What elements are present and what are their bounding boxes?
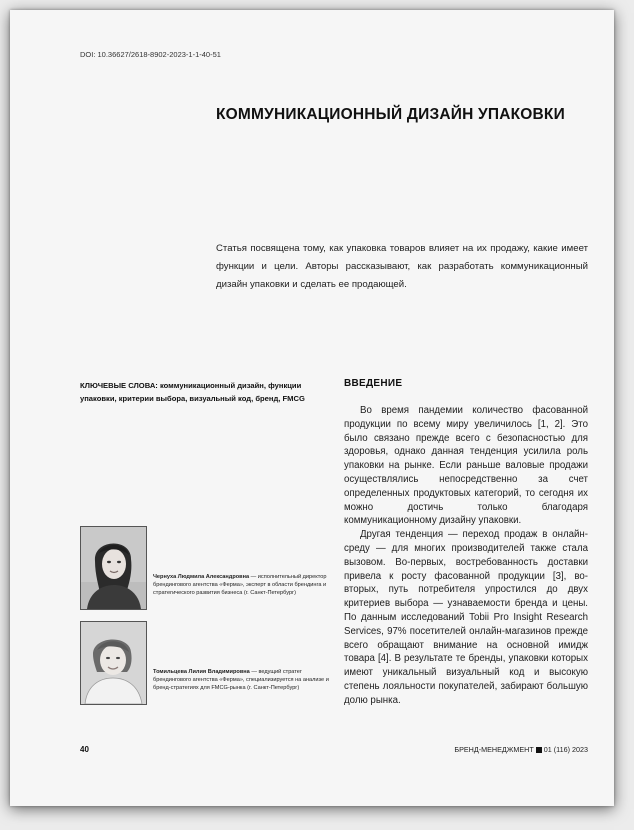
journal-page — [10, 10, 614, 806]
author-name-1: Чернуха Людмила Александровна — [153, 574, 250, 580]
body-text — [344, 404, 588, 708]
square-separator-icon — [536, 747, 542, 753]
article-title: КОММУНИКАЦИОННЫЙ ДИЗАЙН УПАКОВКИ — [216, 106, 565, 123]
author-info-2 — [153, 668, 331, 693]
page-number: 40 — [80, 745, 89, 754]
author-bio-2: — ведущий стратег брендингового агентства «Ферма», специализируется на анализе и бренд-стратегиях для FMCG-рынка (г. Санкт-Петербург) — [153, 669, 329, 692]
author-block-2 — [80, 621, 340, 705]
paragraph-1: Во время пандемии количество фасованной продукции по всему миру увеличилось [1, 2]. Это было связано прежде всего с безопасностью для здоровья, однако данная тенденция усилила роль упаковки на рынке. Если раньше валовые продажи осуществлялись непосредственно за счет определенных продуктовых категорий, то сегодня их можно достичь только благодаря коммуникационному дизайну упаковки. — [344, 405, 588, 527]
section-title: ВВЕДЕНИЕ — [344, 378, 403, 389]
author-photo-1 — [80, 526, 147, 610]
journal-issue: 01 (116) 2023 — [543, 745, 588, 754]
doi-line: DOI: 10.36627/2618-8902-2023-1-1-40-51 — [80, 50, 221, 59]
journal-name: БРЕНД-МЕНЕДЖМЕНТ — [454, 745, 534, 754]
author-photo-2 — [80, 621, 147, 705]
author-info-1 — [153, 573, 331, 598]
paragraph-2: Другая тенденция — переход продаж в онлайн-среду — для многих производителей также стала вызовом. Во-первых, востребованность доставки привела к росту фасованной продукции [3], во-вторых, путь потребителя упростился до двух критериев выбора — узнаваемости бренда и цены. По данным исследований Tobii Pro Insight Research Services, 97% посетителей онлайн-магазинов прежде всего обращают внимание на основной имидж товара [4]. В результате те бренды, упаковки которых имеют уникальный визуальный код и высокую степень лояльности покупателей, забирают большую долю рынка. — [344, 529, 588, 706]
footer-journal — [454, 745, 588, 754]
keywords: КЛЮЧЕВЫЕ СЛОВА: коммуникационный дизайн, функции упаковки, критерии выбора, визуальный код, бренд, FMCG — [80, 381, 305, 403]
author-name-2: Томильцева Лилия Владимировна — [153, 669, 250, 675]
author-bio-1: — исполнительный директор брендингового агентства «Ферма», эксперт в области брендинга и стратегического развития бизнеса (г. Санкт-Петербург) — [153, 574, 327, 597]
author-block-1 — [80, 526, 340, 610]
abstract: Статья посвящена тому, как упаковка товаров влияет на их продажу, какие имеет функции и цели. Авторы рассказывают, как разработать коммуникационный дизайн упаковки и сделать ее продающей. — [216, 243, 588, 290]
